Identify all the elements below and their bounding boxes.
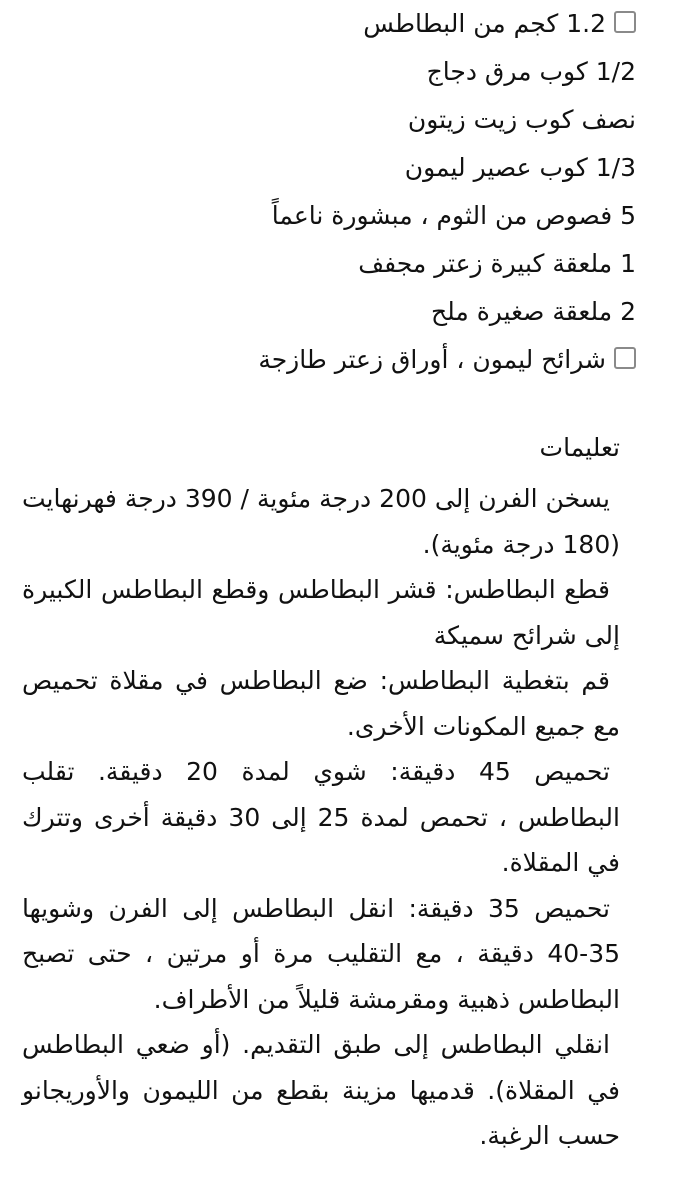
instruction-step: تحميص 45 دقيقة: شوي لمدة 20 دقيقة. تقلب البطاطس ، تحمص لمدة 25 إلى 30 دقيقة أخرى وتترك في المقلاة. bbox=[22, 757, 620, 877]
ingredient-checkbox[interactable] bbox=[614, 347, 636, 369]
ingredient-list bbox=[16, 0, 636, 384]
ingredient-item bbox=[16, 288, 636, 336]
instruction-step: قطع البطاطس: قشر البطاطس وقطع البطاطس الكبيرة إلى شرائح سميكة bbox=[22, 575, 620, 650]
ingredient-checkbox[interactable] bbox=[614, 11, 636, 33]
ingredient-text: 1.2 كجم من البطاطس bbox=[363, 9, 606, 38]
ingredient-text: 1/2 كوب مرق دجاج bbox=[426, 57, 636, 86]
ingredient-item bbox=[16, 96, 636, 144]
ingredient-text: 5 فصوص من الثوم ، مبشورة ناعماً bbox=[271, 201, 636, 230]
instruction-step: قم بتغطية البطاطس: ضع البطاطس في مقلاة تحميص مع جميع المكونات الأخرى. bbox=[22, 666, 620, 741]
ingredient-item bbox=[16, 48, 636, 96]
instruction-step: تحميص 35 دقيقة: انقل البطاطس إلى الفرن وشويها 35-40 دقيقة ، مع التقليب مرة أو مرتين ، حتى تصبح البطاطس ذهبية ومقرمشة قليلاً من الأطراف. bbox=[22, 893, 620, 1014]
instruction-step: انقلي البطاطس إلى طبق التقديم. (أو ضعي البطاطس في المقلاة). قدميها مزينة بقطع من الليمون والأوريجانو حسب الرغبة. bbox=[22, 1030, 620, 1150]
ingredient-item bbox=[16, 144, 636, 192]
ingredient-text: 1 ملعقة كبيرة زعتر مجفف bbox=[358, 249, 636, 278]
ingredient-text: 2 ملعقة صغيرة ملح bbox=[430, 297, 636, 326]
ingredient-text: نصف كوب زيت زيتون bbox=[407, 105, 636, 134]
ingredient-item bbox=[16, 192, 636, 240]
instruction-step: يسخن الفرن إلى 200 درجة مئوية / 390 درجة فهرنهايت (180 درجة مئوية). bbox=[22, 484, 620, 559]
ingredient-item bbox=[16, 0, 636, 48]
ingredient-text: 1/3 كوب عصير ليمون bbox=[404, 153, 636, 182]
ingredient-text: شرائح ليمون ، أوراق زعتر طازجة bbox=[258, 345, 606, 374]
instruction-steps bbox=[22, 476, 620, 1159]
ingredient-item bbox=[16, 336, 636, 384]
instructions-heading: تعليمات bbox=[539, 433, 620, 462]
ingredient-item bbox=[16, 240, 636, 288]
